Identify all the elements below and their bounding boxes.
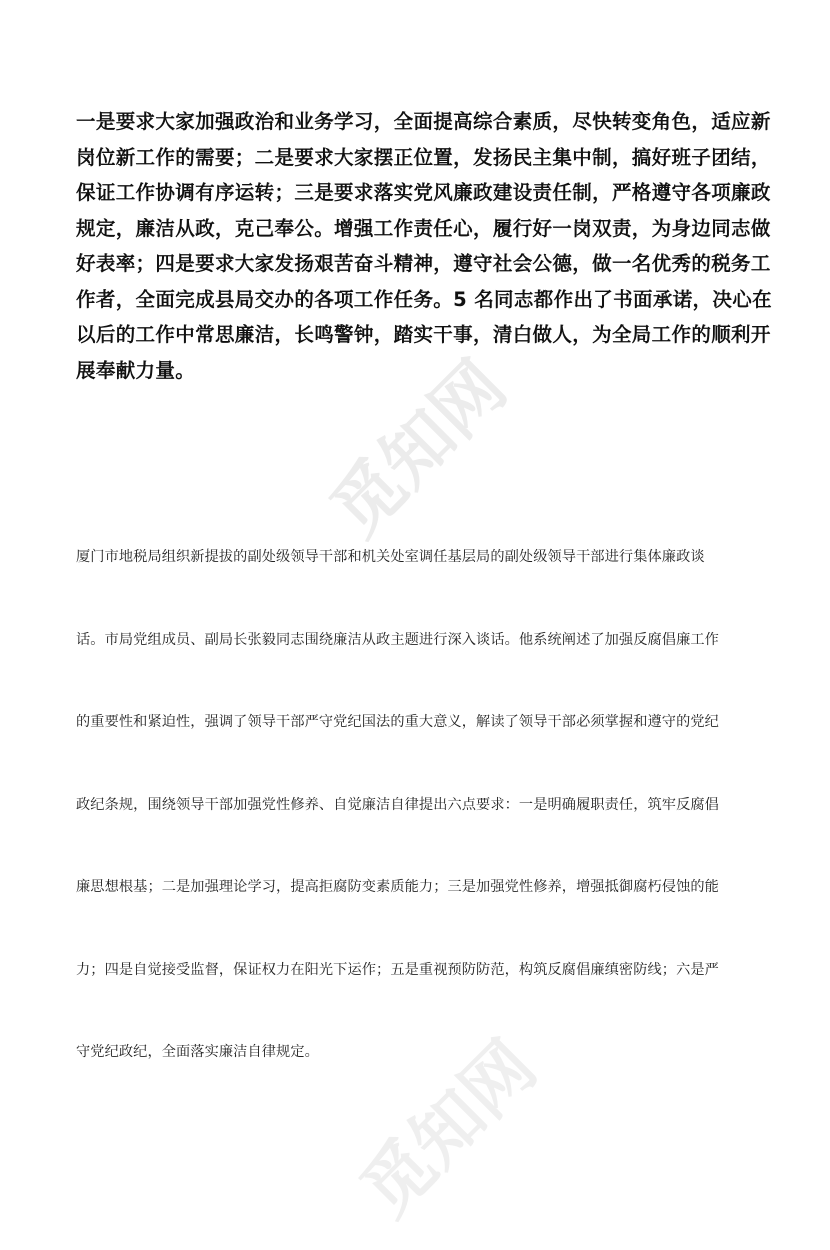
bold-line: 岗位新工作的需要；二是要求大家摆正位置，发扬民主集中制，搞好班子团结， <box>76 145 771 169</box>
bold-line: 好表率；四是要求大家发扬艰苦奋斗精神，遵守社会公德，做一名优秀的税务工 <box>76 252 771 275</box>
body-line: 的重要性和紧迫性，强调了领导干部严守党纪国法的重大意义，解读了领导干部必须掌握和遵守的党纪 <box>76 714 719 730</box>
body-line: 政纪条规，围绕领导干部加强党性修养、自觉廉洁自律提出六点要求：一是明确履职责任，筑牢反腐倡 <box>76 796 719 813</box>
body-line: 力；四是自觉接受监督，保证权力在阳光下运作；五是重视预防防范，构筑反腐倡廉缜密防线；六是严 <box>76 961 719 978</box>
bold-line: 一是要求大家加强政治和业务学习，全面提高综合素质，尽快转变角色，适应新 <box>76 110 771 133</box>
body-line: 守党纪政纪，全面落实廉洁自律规定。 <box>76 1044 319 1060</box>
body-line: 话。市局党组成员、副局长张毅同志围绕廉洁从政主题进行深入谈话。他系统阐述了加强反腐倡廉工作 <box>76 631 719 648</box>
bold-line: 保证工作协调有序运转；三是要求落实党风廉政建设责任制，严格遵守各项廉政 <box>76 181 771 204</box>
bold-line: 展奉献力量。 <box>76 358 196 382</box>
body-line: 廉思想根基；二是加强理论学习，提高拒腐防变素质能力；三是加强党性修养，增强抵御腐朽侵蚀的能 <box>76 879 719 895</box>
body-line: 厦门市地税局组织新提拔的副处级领导干部和机关处室调任基层局的副处级领导干部进行集体廉政谈 <box>76 549 705 565</box>
body-paragraph <box>76 516 771 1094</box>
watermark-text-bottom: 觅知网 <box>345 1025 552 1232</box>
bold-line: 作者，全面完成县局交办的各项工作任务。5 名同志都作出了书面承诺，决心在 <box>76 287 772 311</box>
bold-paragraph <box>76 104 772 388</box>
bold-line: 规定，廉洁从政，克己奉公。增强工作责任心，履行好一岗双责，为身边同志做 <box>76 216 771 240</box>
bold-line: 以后的工作中常思廉洁，长鸣警钟，踏实干事，清白做人，为全局工作的顺利开 <box>76 323 771 346</box>
watermark-text-top: 觅知网 <box>315 345 522 552</box>
